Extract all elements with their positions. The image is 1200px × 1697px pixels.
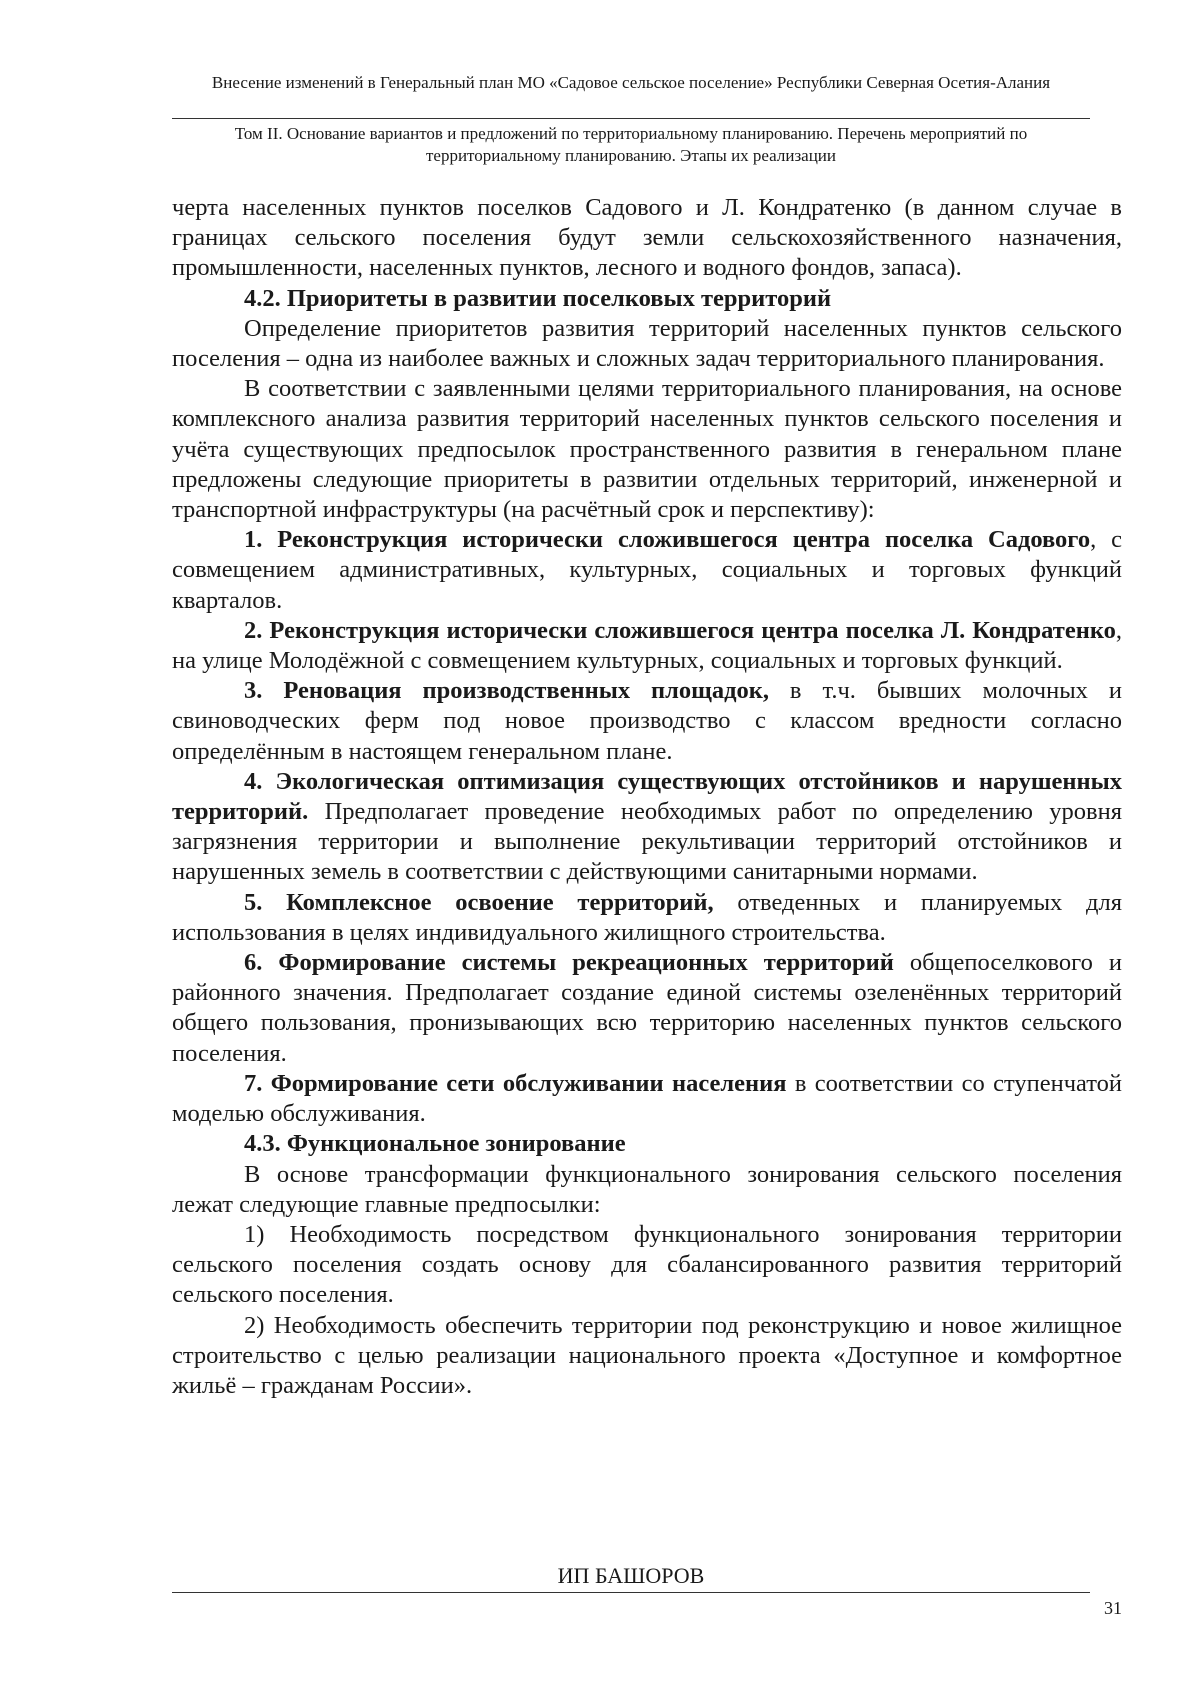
list-item [172,1069,1122,1129]
list-item-title: 1. Реконструкция исторически сложившегося центра поселка Садового [244,526,1091,554]
list-item-text: общепоселкового и районного значения. Предполагает создание единой системы озеленённых территорий общего пользования, пронизывающих всю территорию населенных пунктов сельского поселения. [172,949,1123,1067]
list-item-title: 7. Формирование сети обслуживании населения [244,1069,787,1097]
header-subtitle: Том II. Основание вариантов и предложений по территориальному планированию. Перечень мероприятий по территориальному планированию. Этапы их реализации [234,124,1028,165]
intro-paragraph: черта населенных пунктов поселков Садового и Л. Кондратенко (в данном случае в границах сельского поселения будут земли сельскохозяйственного назначения, промышленности, населенных пунктов, лесного и водного фондов, запаса). [172,194,1122,282]
list-item [172,767,1122,888]
header-divider [172,118,1090,119]
paragraph: Определение приоритетов развития территорий населенных пунктов сельского поселения – одна из наиболее важных и сложных задач территориального планирования. [172,314,1122,373]
list-item-title: 2. Реконструкция исторически сложившегося центра поселка Л. Кондратенко [244,616,1116,644]
paragraph: 1) Необходимость посредством функционального зонирования территории сельского поселения создать основу для сбалансированного развития территорий сельского поселения. [172,1220,1122,1309]
footer-divider [172,1592,1090,1593]
footer-company: ИП БАШОРОВ [557,1563,705,1588]
list-item-text: отведенных и планируемых для использования в целях индивидуального жилищного строительства. [172,888,1122,946]
list-item [172,525,1122,616]
list-item [172,948,1122,1069]
list-item-text: , на улице Молодёжной с совмещением культурных, социальных и торговых функций. [172,616,1122,675]
section-heading-4-2: 4.2. Приоритеты в развитии поселковых территорий [244,284,832,312]
list-item [172,676,1122,767]
paragraph: В соответствии с заявленными целями территориального планирования, на основе комплексного анализа развития территорий населенных пунктов сельского поселения и учёта существующих предпосылок пространственного развития в генеральном плане предложены следующие приоритеты в развитии отдельных территорий, инженерной и транспортной инфраструктуры (на расчётный срок и перспективу): [172,375,1122,524]
list-item-text: , с совмещением административных, культурных, социальных и торговых функций кварталов. [172,526,1122,614]
section-heading-4-3: 4.3. Функциональное зонирование [244,1130,626,1158]
list-item-text: в т.ч. бывших молочных и свиноводческих ферм под новое производство с классом вредности согласно определённым в настоящем генеральном плане. [172,677,1122,765]
list-item-title: 5. Комплексное освоение территорий, [244,888,714,916]
list-item [172,888,1122,948]
list-item-text: в соответствии со ступенчатой моделью обслуживания. [172,1069,1122,1128]
list-item-title: 4. Экологическая оптимизация существующих отстойников и нарушенных территорий. [172,767,1122,826]
paragraph: 2) Необходимость обеспечить территории под реконструкцию и новое жилищное строительство с целью реализации национального проекта «Доступное и комфортное жильё – гражданам России». [172,1311,1122,1399]
page-body [172,193,1122,1401]
list-item-title: 3. Реновация производственных площадок, [244,677,769,705]
list-item [172,616,1122,676]
header-title: Внесение изменений в Генеральный план МО «Садовое сельское поселение» Республики Северная Осетия-Алания [211,73,1051,92]
page-number: 31 [1104,1598,1122,1618]
paragraph: В основе трансформации функционального зонирования сельского поселения лежат следующие главные предпосылки: [172,1160,1122,1218]
list-item-title: 6. Формирование системы рекреационных территорий [244,949,894,977]
list-item-text: Предполагает проведение необходимых работ по определению уровня загрязнения территории и выполнение рекультивации территорий отстойников и нарушенных земель в соответствии с действующими санитарными нормами. [172,798,1122,886]
